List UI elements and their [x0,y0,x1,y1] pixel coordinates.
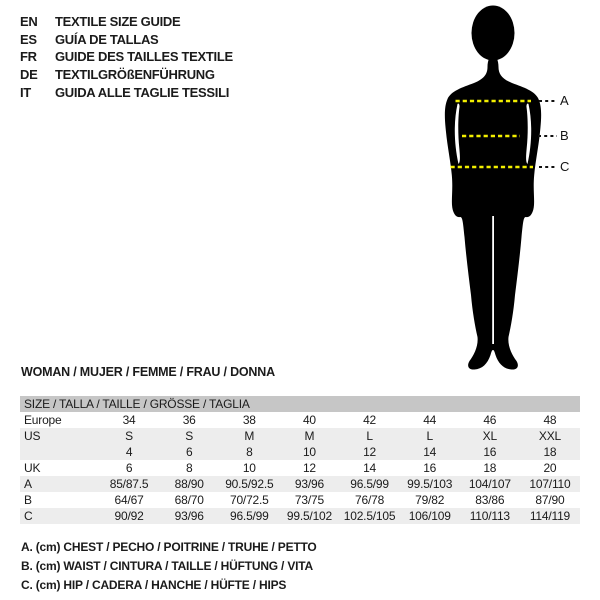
size-cell: 114/119 [529,509,571,523]
size-cell: 104/107 [468,477,511,491]
row-label: Europe [24,413,62,427]
size-cell: M [304,429,315,443]
size-cell: 107/110 [529,477,571,491]
language-label: TEXTILGRÖßENFÜHRUNG [55,67,215,83]
silhouette-head [472,6,515,61]
size-cell: 10 [302,445,316,459]
table-row [20,508,580,524]
size-cell: M [244,429,255,443]
language-code: ES [20,31,37,47]
size-cell: 68/70 [174,493,204,507]
size-cell: 8 [185,461,193,475]
row-label: US [24,429,41,443]
row-label: A [24,477,32,491]
size-cell: 90/92 [114,509,144,523]
language-code: IT [20,84,31,100]
size-cell: 14 [423,445,437,459]
size-cell: 88/90 [174,477,204,491]
size-cell: 73/75 [294,493,324,507]
language-label: GUÍA DE TALLAS [55,31,159,47]
table-row [20,428,580,444]
size-cell: 40 [302,413,316,427]
size-cell: 110/113 [469,509,510,523]
marker-label-b: B [560,128,569,143]
size-cell: 12 [302,461,316,475]
legend-line: B. (cm) WAIST / CINTURA / TAILLE / HÜFTUNG / VITA [21,559,313,573]
size-table [20,396,580,524]
size-cell: XL [482,429,497,443]
size-cell: 96.5/99 [350,477,389,491]
size-cell: 34 [122,413,136,427]
row-label [20,444,99,460]
table-row [20,460,580,476]
size-cell: 10 [242,461,256,475]
size-cell: 96.5/99 [229,509,269,523]
size-cell: 8 [246,445,253,459]
size-cell: 64/67 [114,493,144,507]
language-code: EN [20,14,38,30]
leg-gap [492,216,494,344]
row-label: C [24,509,33,523]
size-cell: 42 [363,413,377,427]
legend-line: C. (cm) HIP / CADERA / HANCHE / HÜFTE / HIPS [21,578,287,592]
size-cell: 83/86 [475,493,505,507]
size-cell: 14 [363,461,377,475]
size-cell: 76/78 [355,493,385,507]
size-cell: 85/87.5 [109,477,149,491]
size-table-header: SIZE / TALLA / TAILLE / GRÖSSE / TAGLIA [20,396,580,412]
language-label: GUIDA ALLE TAGLIE TESSILI [55,84,230,100]
language-row [20,66,233,84]
size-cell: 87/90 [535,493,565,507]
language-label: TEXTILE SIZE GUIDE [55,14,181,30]
table-row [20,492,580,508]
language-label: GUIDE DES TAILLES TEXTILE [55,49,233,65]
size-cell: 48 [543,413,557,427]
marker-label-a: A [560,93,569,108]
size-cell: 4 [125,445,133,459]
woman-silhouette-figure [428,4,574,374]
size-cell: S [185,429,194,443]
table-title: WOMAN / MUJER / FEMME / FRAU / DONNA [21,365,275,379]
size-cell: 106/109 [408,509,451,523]
table-row [20,476,580,492]
size-cell: 99.5/102 [286,509,332,523]
size-cell: 93/96 [174,509,204,523]
legend-line: A. (cm) CHEST / PECHO / POITRINE / TRUHE / PETTO [21,540,317,554]
table-row [20,444,580,460]
size-cell: 79/82 [415,493,445,507]
size-cell: L [426,429,433,443]
language-row [20,48,233,66]
size-cell: 99.5/103 [407,477,453,491]
size-cell: 20 [543,461,557,475]
table-row [20,412,580,428]
size-cell: XXL [538,429,561,443]
language-list [20,13,233,101]
language-row [20,83,233,101]
size-cell: 16 [423,461,437,475]
size-cell: 46 [483,413,497,427]
language-row [20,31,233,49]
size-cell: 70/72.5 [229,493,269,507]
language-row [20,13,233,31]
size-cell: 16 [483,445,497,459]
language-code: FR [20,49,37,65]
size-cell: 38 [242,413,256,427]
size-table-body [20,412,580,524]
size-cell: 44 [423,413,437,427]
size-cell: 18 [483,461,497,475]
size-cell: 93/96 [294,477,324,491]
size-cell: 6 [185,445,193,459]
size-cell: 18 [543,445,557,459]
size-cell: 12 [363,445,377,459]
size-cell: 36 [182,413,196,427]
marker-label-c: C [560,159,570,174]
size-cell: 6 [125,461,133,475]
measure-legend [21,538,317,595]
size-cell: 90.5/92.5 [225,477,274,491]
size-cell: L [366,429,373,443]
size-cell: S [125,429,133,443]
language-code: DE [20,67,38,83]
size-cell: 102.5/105 [343,509,396,523]
row-label: UK [24,461,41,475]
row-label: B [24,493,32,507]
